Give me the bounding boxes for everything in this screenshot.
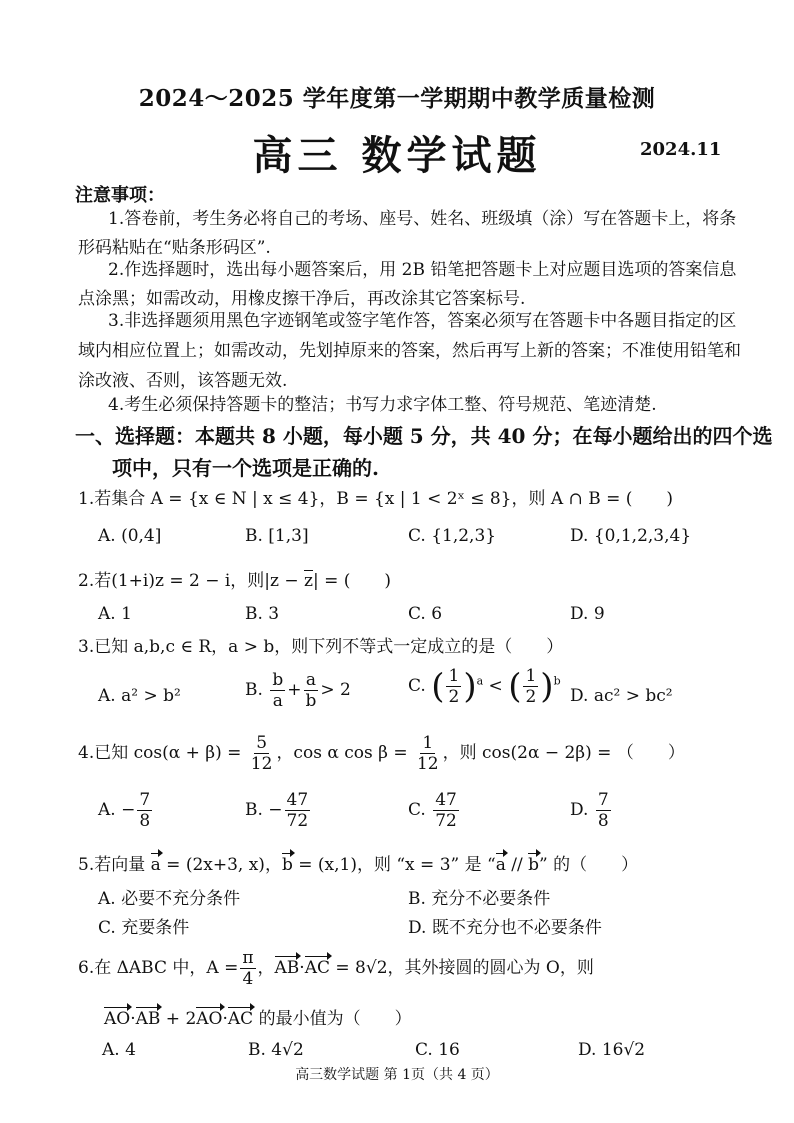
notice-line: 形码粘贴在“贴条形码区”. [78, 238, 271, 258]
q2-option-b: B. 3 [245, 604, 280, 624]
fraction: $\frac{a}{b}$ [305, 670, 317, 711]
subject-title: 高三 数学试题 [252, 132, 542, 179]
q2-option-c: C. 6 [408, 604, 443, 624]
question-6-stem-cont: AO·AB + 2AO·AC 的最小值为（ ） [104, 1009, 412, 1029]
notice-line: 域内相应位置上；如需改动，先划掉原来的答案，然后再写上新的答案；不准使用铅笔和 [78, 341, 741, 361]
fraction: $\frac{5}{12}$ [250, 733, 273, 774]
exam-date: 2024.11 [640, 139, 722, 160]
q6-option-b: B. 4√2 [248, 1040, 304, 1060]
notice-line: 4.考生必须保持答题卡的整洁；书写力求字体工整、符号规范、笔迹清楚. [108, 395, 657, 415]
fraction: $\frac{1}{2}$ [448, 666, 460, 707]
q3-option-d: D. ac² > bc² [570, 686, 673, 706]
q6-option-c: C. 16 [415, 1040, 460, 1060]
question-1-stem: 1.若集合 A = {x ∈ N | x ≤ 4}，B = {x | 1 < 2ˣ ≤ 8}，则 A ∩ B = ( ) [78, 489, 674, 509]
q1-option-d: D. {0,1,2,3,4} [570, 526, 692, 546]
fraction: $\frac{47}{72}$ [435, 790, 457, 831]
q2-option-d: D. 9 [570, 604, 605, 624]
fraction: $\frac{b}{a}$ [272, 670, 284, 711]
q6-option-d: D. 16√2 [578, 1040, 646, 1060]
question-3-stem: 3.已知 a,b,c ∈ R，a > b，则下列不等式一定成立的是（ ） [78, 637, 564, 657]
q1-option-a: A. (0,4] [98, 526, 162, 546]
question-4-stem: 4.已知 cos(α + β) = $\frac{5}{12}$ ，cos α cos β = $\frac{1}{12}$ ，则 cos(2α − 2β) = （ ） [78, 733, 685, 774]
page-footer: 高三数学试题 第 1页（共 4 页） [295, 1067, 499, 1083]
q4-option-d: D. $\frac{7}{8}$ [570, 790, 609, 831]
exam-title: 2024～2025 学年度第一学期期中教学质量检测 [138, 85, 656, 112]
notice-line: 1.答卷前，考生务必将自己的考场、座号、姓名、班级填（涂）写在答题卡上，将条 [108, 209, 737, 229]
section-heading: 一、选择题：本题共 8 小题，每小题 5 分，共 40 分；在每小题给出的四个选 [75, 424, 773, 448]
q1-option-b: B. [1,3] [245, 526, 309, 546]
q5-option-d: D. 既不充分也不必要条件 [408, 918, 602, 938]
q4-option-b: B. − $\frac{47}{72}$ [245, 790, 309, 831]
q1-option-c: C. {1,2,3} [408, 526, 497, 546]
q5-option-b: B. 充分不必要条件 [408, 889, 551, 909]
fraction: $\frac{1}{2}$ [525, 666, 537, 707]
question-2-stem: 2.若(1+i)z = 2 − i，则|z − z| = ( ) [78, 571, 392, 591]
q6-option-a: A. 4 [102, 1040, 136, 1060]
q4-option-c: C. $\frac{47}{72}$ [408, 790, 457, 831]
section-heading-cont: 项中，只有一个选项是正确的. [112, 456, 379, 480]
q3-option-b: B. $\frac{b}{a}$ + $\frac{a}{b}$ > 2 [245, 670, 351, 711]
q4-option-a: A. − $\frac{7}{8}$ [98, 790, 151, 831]
q2-option-a: A. 1 [98, 604, 132, 624]
q3-option-c: C. ( $\frac{1}{2}$ )$^a$ < ( $\frac{1}{2}$ )$^b$ [408, 666, 561, 707]
fraction: $\frac{7}{8}$ [597, 790, 609, 831]
fraction: $\frac{\pi}{4}$ [242, 948, 254, 989]
q5-option-a: A. 必要不充分条件 [98, 889, 241, 909]
fraction: $\frac{7}{8}$ [139, 790, 151, 831]
q5-option-c: C. 充要条件 [98, 918, 190, 938]
question-6-stem: 6.在 ΔABC 中，A = $\frac{\pi}{4}$ ，AB·AC = 8√2，其外接圆的圆心为 O，则 [78, 948, 594, 989]
notice-line: 3.非选择题须用黑色字迹钢笔或签字笔作答，答案必须写在答题卡中各题目指定的区 [108, 311, 737, 331]
notice-line: 涂改液、否则，该答题无效. [78, 371, 288, 391]
notice-line: 点涂黑；如需改动，用橡皮擦干净后，再改涂其它答案标号. [78, 289, 526, 309]
notice-heading: 注意事项： [75, 185, 165, 206]
fraction: $\frac{47}{72}$ [286, 790, 309, 831]
fraction: $\frac{1}{12}$ [416, 733, 439, 774]
q3-option-a: A. a² > b² [98, 686, 181, 706]
question-5-stem: 5.若向量 a = (2x+3, x)，b = (x,1)，则 “x = 3” 是 “a // b” 的（ ） [78, 855, 639, 875]
notice-line: 2.作选择题时，选出每小题答案后，用 2B 铅笔把答题卡上对应题目选项的答案信息 [108, 260, 737, 280]
